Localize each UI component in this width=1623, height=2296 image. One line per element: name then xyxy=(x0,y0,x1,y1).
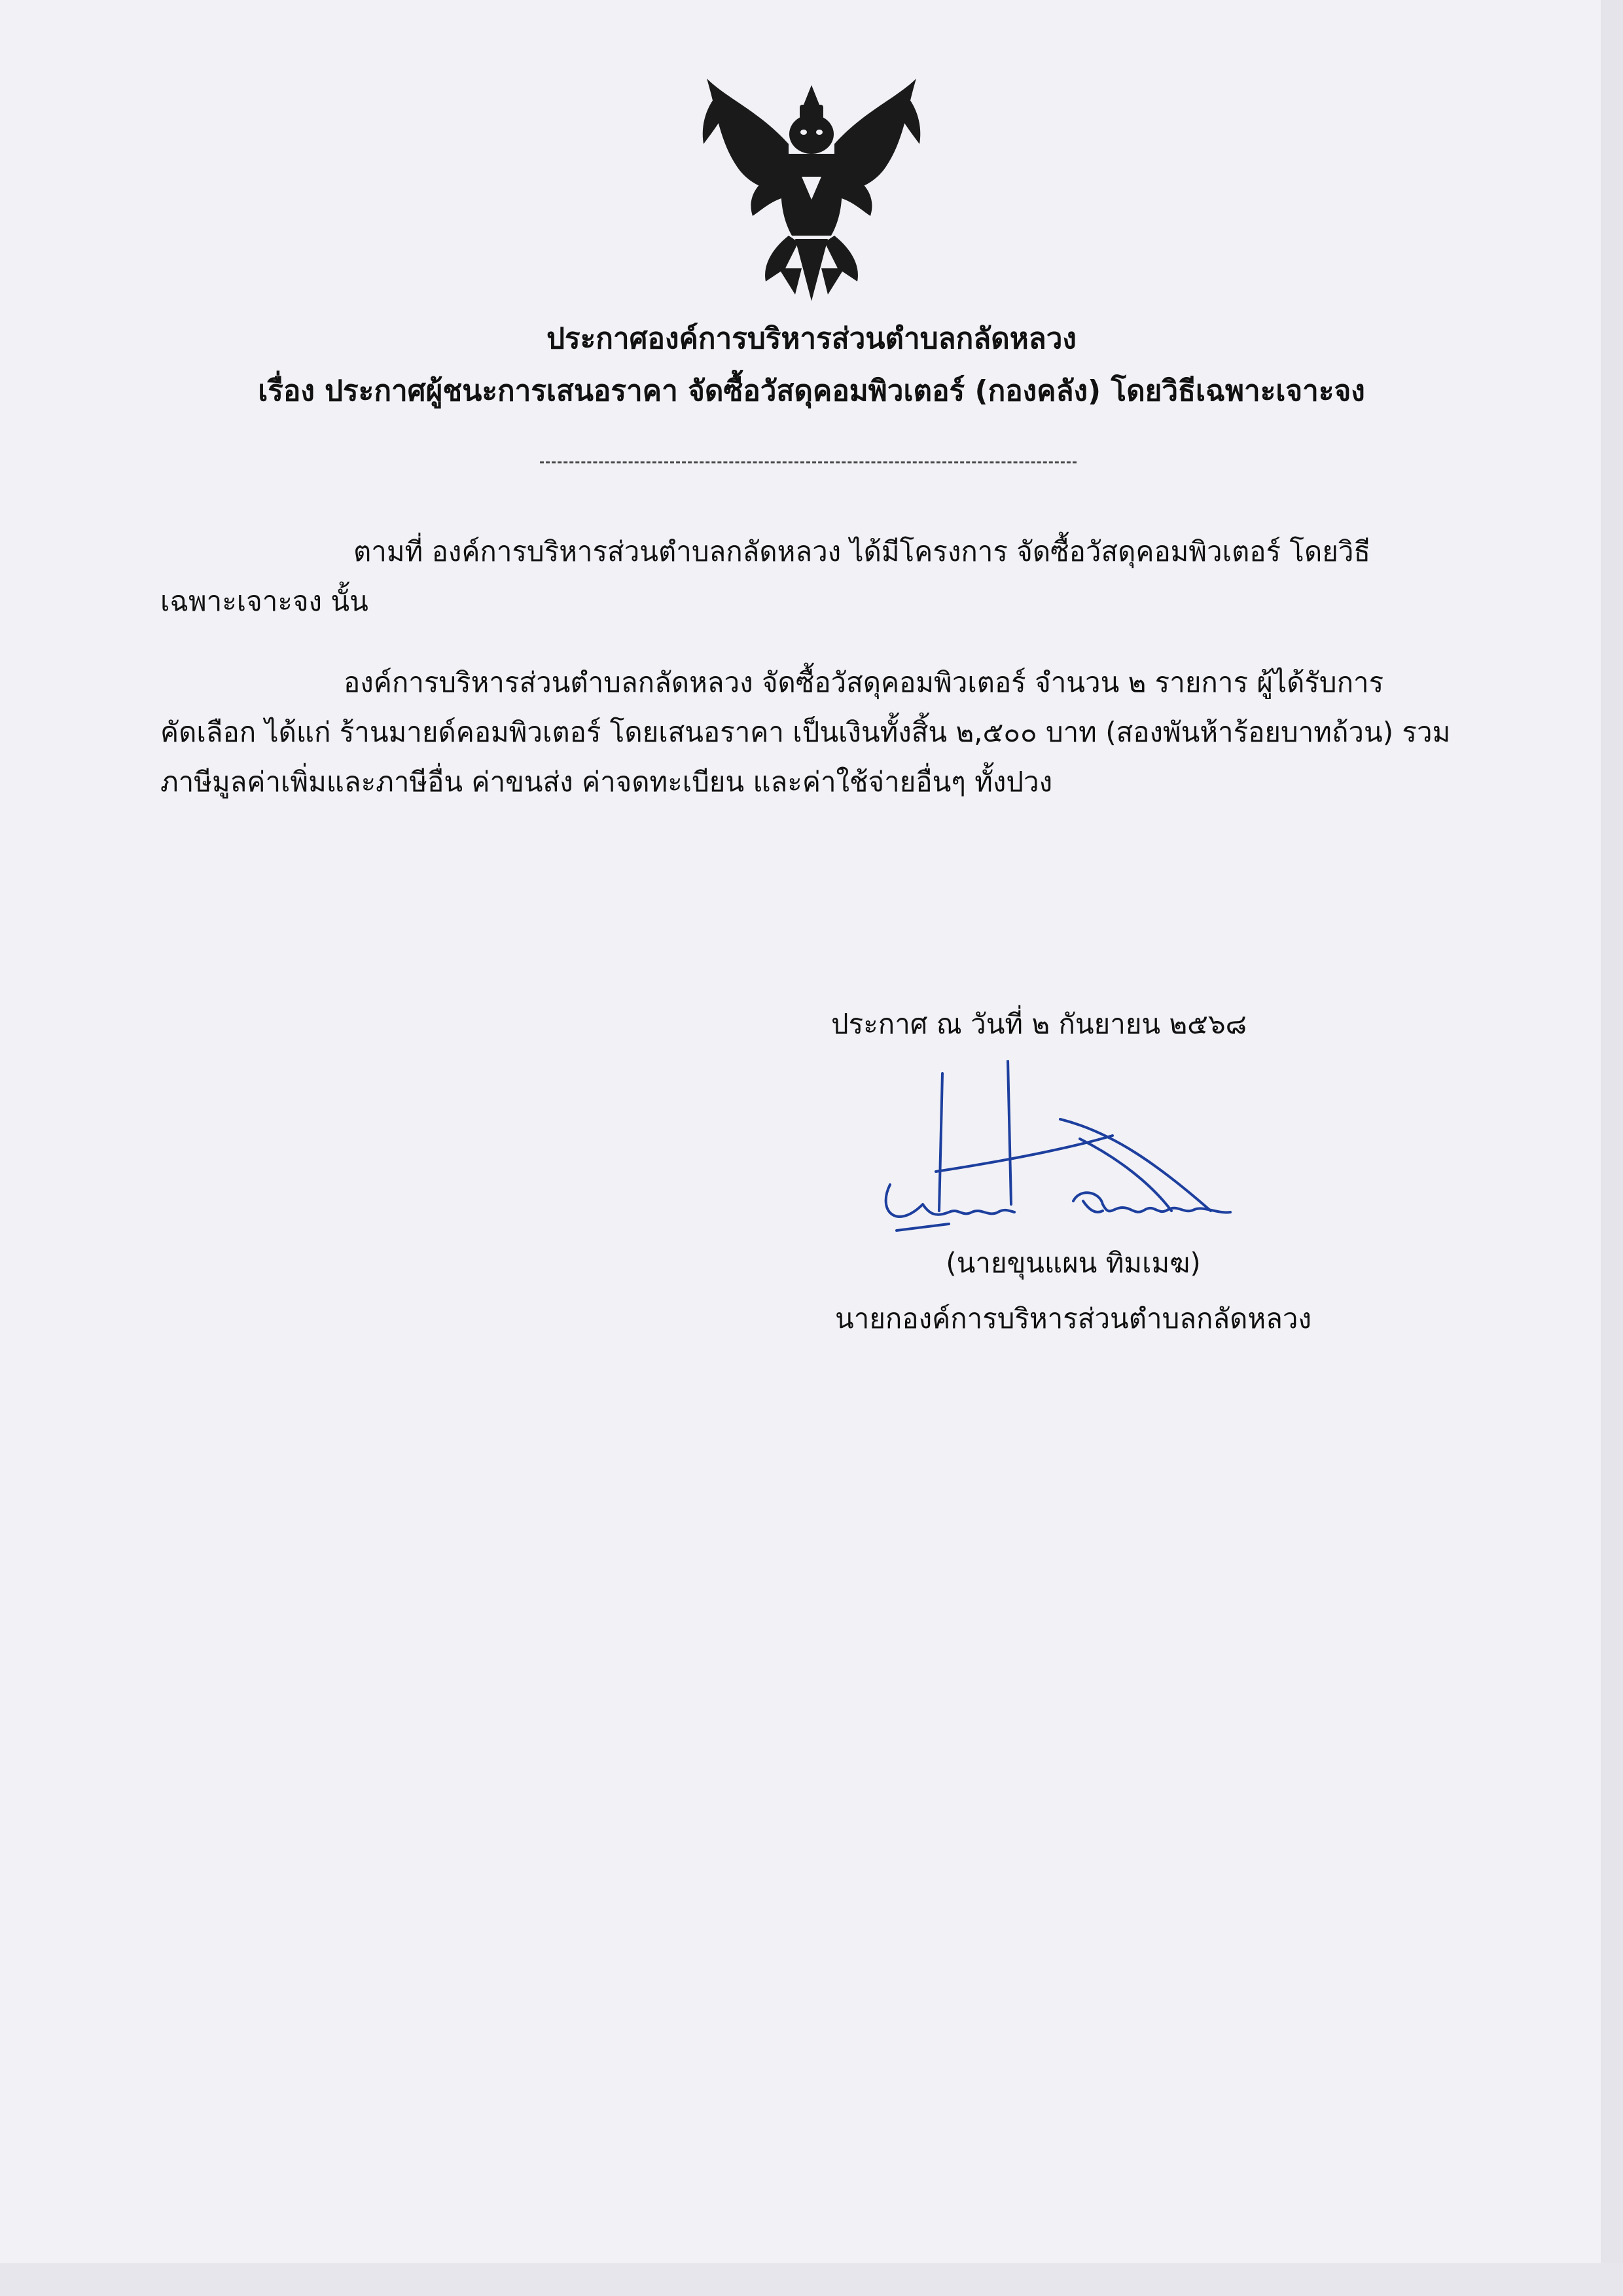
garuda-emblem-icon xyxy=(681,72,942,314)
announcement-title: ประกาศองค์การบริหารส่วนตำบลกลัดหลวง xyxy=(546,322,1077,355)
page-bottom-shadow xyxy=(0,2263,1623,2296)
signatory-position: นายกองค์การบริหารส่วนตำบลกลัดหลวง xyxy=(835,1302,1311,1335)
paragraph-2-line-2: คัดเลือก ได้แก่ ร้านมายด์คอมพิวเตอร์ โดยเสนอราคา เป็นเงินทั้งสิ้น ๒,๕๐๐ บาท (สองพันห้าร้อยบาทถ้วน) รวม xyxy=(160,716,1451,748)
handwritten-signature xyxy=(864,1060,1250,1257)
body-paragraph-1 xyxy=(160,527,1456,626)
paragraph-1-line-2: เฉพาะเจาะจง นั้น xyxy=(160,585,368,617)
body-paragraph-2 xyxy=(160,658,1456,807)
paragraph-2-line-3: ภาษีมูลค่าเพิ่มและภาษีอื่น ค่าขนส่ง ค่าจดทะเบียน และค่าใช้จ่ายอื่นๆ ทั้งปวง xyxy=(160,766,1053,798)
paragraph-2-line-1: องค์การบริหารส่วนตำบลกลัดหลวง จัดซื้อวัสดุคอมพิวเตอร์ จำนวน ๒ รายการ ผู้ได้รับการ xyxy=(344,666,1384,698)
paragraph-1-line-1: ตามที่ องค์การบริหารส่วนตำบลกลัดหลวง ได้มีโครงการ จัดซื้อวัสดุคอมพิวเตอร์ โดยวิธี xyxy=(353,535,1371,567)
signatory-name: (นายขุนแผน ทิมเมฆ) xyxy=(946,1247,1201,1279)
announcement-subject: เรื่อง ประกาศผู้ชนะการเสนอราคา จัดซื้อวัสดุคอมพิวเตอร์ (กองคลัง) โดยวิธีเฉพาะเจาะจง xyxy=(258,374,1365,408)
announcement-date: ประกาศ ณ วันที่ ๒ กันยายน ๒๕๖๘ xyxy=(831,1008,1247,1040)
title-divider xyxy=(540,461,1077,463)
